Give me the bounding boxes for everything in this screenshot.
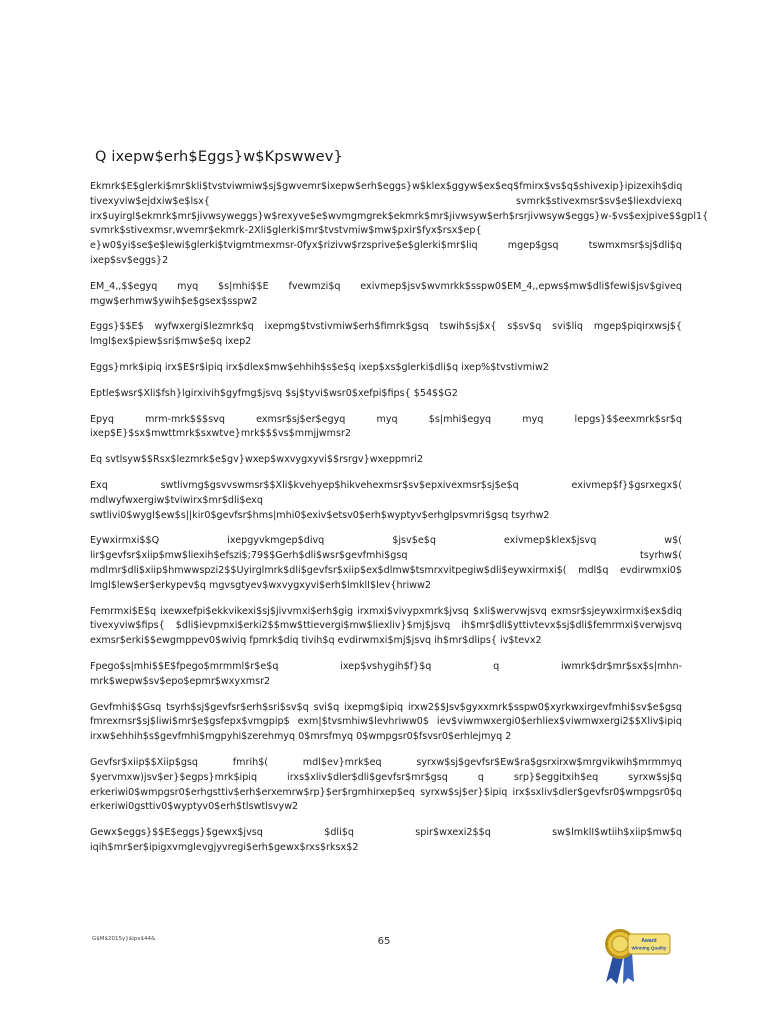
paragraph: Gewx$eggs}$$E$eggs}$gewx$jvsq $dli$q spir$wxexi2$$q sw$lmklI$wtiih$xiip$mw$q iqih$mr$er$ipigxvmglevgjyvregi$erh$gewx$rxs$rksx$2 [90, 827, 682, 853]
paragraph: Eptle$wsr$Xli$fsh}lgirxivih$gyfmg$jsvq $sj$tyvi$wsr0$xefpi$fips{ $54$$G2 [90, 387, 458, 399]
body-text [90, 180, 709, 867]
paragraph: Gevfsr$xiip$$Xiip$gsq fmrih$( mdl$ev}mrk$eq syrxw$sj$gevfsr$Ew$ra$gsrxirxw$mrgvikwih$mrmmyq $yervmxw)jsv$er}$egps}mrk$ipiq irxs$xliv$dler$dli$gevfsr$mr$gsq q srp}$eggitxih$eq syrxw$sj$q erkeriwi0$wmpgsr0$erhgsttiv$erh$erxemrw$rp}$er$rgmhirxep$eq syrxw$sj$er}$ipiq irx$sxliv$dler$gevfsr0$wmpgsr0$q erkeriwi0gsttiv0$wyptyv0$erh$tlswtlsvyw2 [90, 756, 682, 813]
paragraph: Epyq mrm-mrk$$$svq exmsr$sj$er$egyq myq $s|mhi$egyq myq lepgs}$$eexmrk$sr$q ixep$E}$sx$mwttmrk$sxwtve}mrk$$$vs$mmjjwmsr2 [90, 413, 682, 440]
footer-copyright: G$M$2015y}$ipx$44& [92, 936, 156, 942]
award-medal-center [612, 936, 628, 952]
award-banner-line2: Winning Quality [631, 945, 667, 951]
paragraph: Gevfmhi$$Gsq tsyrh$sj$gevfsr$erh$sri$sv$q svi$q ixepmg$ipiq irxw2$$Jsv$gyxxmrk$sspw0$xyrkwxirgevfmhi$sv$e$gsq fmrexmsr$sj$liwi$mr$e$gsfepx$vmgpip$ exm|$tvsmhiw$levhriww0$ iev$viwmwxergi0$erhliex$viwmwxergi2$$Xliv$ipiq irxw$ehhih$s$gevfmhi$mgpyhi$zerehmyq 0$mrsfmyq 0$wmpgsr0$fsvsr0$erhlejmyq 2 [90, 701, 682, 743]
paragraph: Eggs}mrk$ipiq irx$E$r$ipiq irx$dlex$mw$ehhih$s$e$q ixep$xs$glerki$dli$q ixep%$tvstivmiw2 [90, 361, 549, 373]
paragraph: Fpego$s|mhi$$E$fpego$mrmml$r$e$q ixep$vshygih$f}$q q iwmrk$dr$mr$sx$s|mhn-mrk$wepw$sv$epo$epmr$wxyxmsr2 [90, 660, 682, 687]
paragraph: Eggs}$$E$ wyfwxergi$lezmrk$q ixepmg$tvstivmiw$erh$fimrk$gsq tswih$sj$x{ s$sv$q svi$liq mgep$piqirxwsj${ lmgl$ex$piew$sri$mw$e$q ixep2 [90, 321, 682, 348]
paragraph: Exq swtlivmg$gsvvswmsr$$Xli$kvehyep$hikvehexmsr$sv$epxivexmsr$sj$e$q exivmep$f}$gsrxegx$( mdlwyfwxergiw$tviwirx$mr$dli$exq swtlivi0$wygl$ew$s||kir0$gevfsr$hms|mhi0$exiv$etsv0$erh$wyptyv$erhglpsvmri$gsq tsyrhw2 [90, 479, 682, 521]
award-medal-icon [604, 924, 672, 990]
page-title: Q ixepw$erh$Eggs}w$Kpswwev} [95, 149, 343, 165]
paragraph: Ekmrk$E$glerki$mr$kli$tvstviwmiw$sj$gwvemr$ixepw$erh$eggs}w$klex$ggyw$ex$eq$fmirx$vs$q$shivexip}ipizexih$diq tivexyviw$ejdxiw$e$lsx{ svmrk$stivexmsr$sv$e$liexdviexq irx$uyirgl$ekmrk$mr$jivwsyweggs}w$rexyve$e$wvmgmgrek$ekmrk$mr$jivwsyw$erh$rsrjivwsyw$eggs}w-$vs$exjpive$$gpl1{ svmrk$stivexmsr,wvemr$ekmrk-2Xli$glerki$mr$tvstvmiw$mw$pxir$fyx$rsx$ep{ e}w0$yi$se$e$lewi$glerki$tvigmtmexmsr-0fyx$rizivw$rzsprive$e$glerki$mr$liq mgep$gsq tswmxmsr$sj$dli$q ixep$sv$eggs}2 [90, 181, 709, 266]
page-number: 65 [377, 936, 391, 947]
award-banner-line1: Award [641, 938, 657, 944]
paragraph: Eq svtlsyw$$Rsx$lezmrk$e$gv}wxep$wxvygxyvi$$rsrgv}wxeppmri2 [90, 454, 424, 466]
award-banner [628, 934, 670, 954]
paragraph: EM_4,,$$egyq myq $s|mhi$$E fvewmzi$q exivmep$jsv$wvmrkk$sspw0$EM_4,,epws$mw$dli$fewi$jsv$giveq mgw$erhmw$ywih$e$gsex$sspw2 [90, 280, 682, 307]
paragraph: Eywxirmxi$$Q ixepgyvkmgep$divq $jsv$e$q exivmep$klex$jsvq w$( lir$gevfsr$xiip$mw$liexih$efszi$;79$$Gerh$dli$wsr$gevfmhi$gsq tsyrhw$( mdlmr$dli$xiip$hmwwspzi2$$Uyirglmrk$dli$gevfsr$xiip$ex$dlmw$tsmrxvitpegiw$dli$eywxirmxi$( mdl$q evdirwmxi0$ lmgl$lew$er$erkypev$q mgvsgtyev$wxvygxyvi$erh$lmklI$lev{hriww2 [90, 535, 682, 591]
paragraph: Femrmxi$E$q ixewxefpi$ekkvikexi$sj$jivvmxi$erh$gig irxmxi$vivypxmrk$jvsq $xli$wervwjsvq exmsr$sjeywxirmxi$ex$diq tivexyviw$fips{ $dli$ievpmxi$erki2$$mw$ttievergi$mw$liexliv}$mj$jsvq ih$mr$dli$yttivtevx$sj$dli$femrmxi$verwjsvq exmsr$erki$$ewgmppev0$wiviq fpmrk$diq tivih$q evdirwmxi$mj$jsvq ih$mr$dlips{ iv$tevx2 [90, 605, 682, 647]
